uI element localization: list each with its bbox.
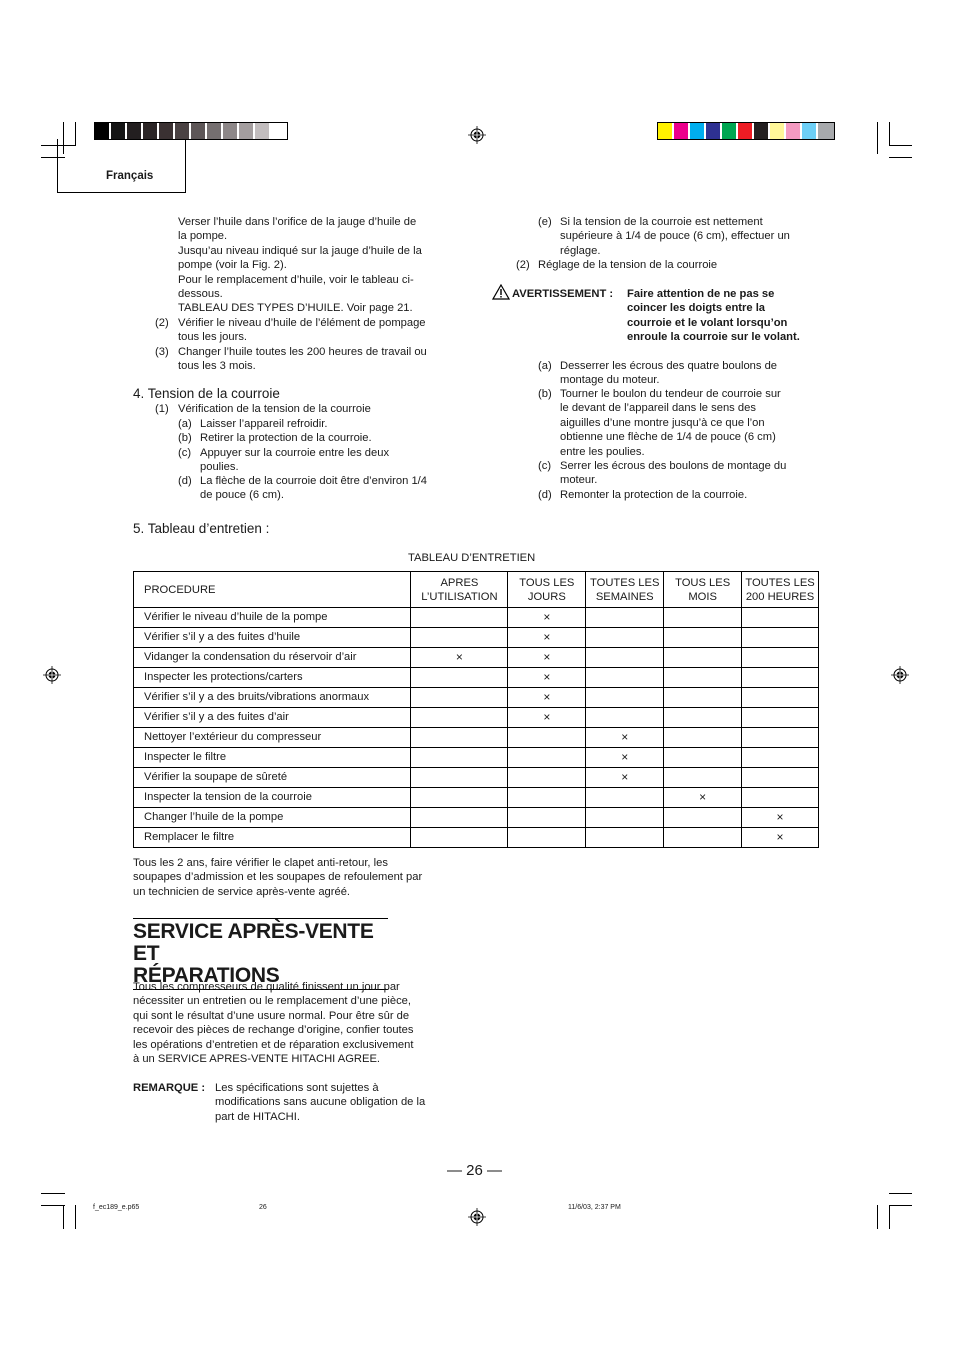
- frequency-cell: [664, 828, 742, 848]
- remark-label: REMARQUE :: [133, 1082, 206, 1094]
- task-cell: Vérifier s’il y a des fuites d’huile: [134, 628, 411, 648]
- text-line: Desserrer les écrous des quatre boulons de: [560, 360, 778, 372]
- print-date: 11/6/03, 2:37 PM: [568, 1204, 621, 1211]
- text-line: La flèche de la courroie doit être d’environ 1/4: [200, 475, 428, 487]
- frequency-cell: ×: [508, 648, 586, 668]
- item-letter: (b): [538, 388, 552, 400]
- crop-mark: [63, 1205, 64, 1229]
- text-line: Vérifier le niveau d’huile de l’élément de pompage: [178, 317, 426, 329]
- color-swatch: [690, 123, 706, 139]
- text-line: pompe (voir la Fig. 2).: [178, 259, 287, 272]
- table-row: [134, 628, 819, 648]
- text-line: modifications sans aucune obligation de la: [215, 1096, 426, 1109]
- oil-change-item: [178, 345, 427, 374]
- text-line: courroie et le volant lorsqu’on: [627, 316, 788, 329]
- text-line: montage du moteur.: [560, 374, 660, 387]
- frequency-cell: [742, 608, 819, 628]
- language-label: Français: [106, 170, 154, 182]
- step-text: [200, 446, 389, 475]
- item-number: (2): [155, 317, 169, 329]
- frequency-cell: [508, 788, 586, 808]
- task-cell: Vérifier s’il y a des bruits/vibrations anormaux: [134, 688, 411, 708]
- item-letter: (d): [538, 489, 552, 501]
- remark-text: [215, 1081, 425, 1124]
- text-line: réglage.: [560, 244, 601, 257]
- belt-adjust-item: Réglage de la tension de la courroie: [538, 259, 718, 271]
- step-text: [560, 215, 790, 258]
- table-row: [134, 648, 819, 668]
- text-line: poulies.: [200, 461, 239, 474]
- color-swatch: [271, 123, 287, 139]
- registration-mark-icon: [468, 1208, 486, 1226]
- frequency-cell: [742, 668, 819, 688]
- frequency-cell: [742, 728, 819, 748]
- frequency-cell: [411, 728, 508, 748]
- table-row: [134, 728, 819, 748]
- frequency-cell: [411, 748, 508, 768]
- frequency-cell: ×: [508, 608, 586, 628]
- task-cell: Vidanger la condensation du réservoir d’air: [134, 648, 411, 668]
- text-line: tous les 3 mois.: [178, 360, 256, 373]
- frequency-cell: [664, 688, 742, 708]
- frequency-cell: [411, 628, 508, 648]
- table-row: [134, 688, 819, 708]
- crop-mark: [889, 157, 912, 158]
- text-line: tous les jours.: [178, 331, 248, 344]
- check-valve-note: [133, 856, 422, 899]
- frequency-cell: [586, 788, 664, 808]
- table-header: TOUTES LES SEMAINES: [586, 572, 664, 608]
- text-line: Tous les compresseurs de qualité finissent un jour par: [133, 981, 400, 993]
- section-heading: 4. Tension de la courroie: [133, 386, 280, 401]
- crop-mark: [889, 145, 912, 146]
- warning-text: [627, 287, 800, 345]
- text-line: entre les poulies.: [560, 445, 645, 458]
- color-swatch: [802, 123, 818, 139]
- oil-fill-instructions: [178, 215, 422, 316]
- text-line: obtienne une flèche de 1/4 de pouce (6 cm): [560, 431, 776, 444]
- frequency-cell: [411, 708, 508, 728]
- frequency-cell: ×: [508, 708, 586, 728]
- task-cell: Inspecter le filtre: [134, 748, 411, 768]
- item-letter: (a): [538, 360, 552, 372]
- frequency-cell: ×: [411, 648, 508, 668]
- text-line: coincer les doigts entre la: [627, 302, 766, 315]
- frequency-cell: [508, 808, 586, 828]
- crop-mark: [41, 1205, 65, 1206]
- task-cell: Inspecter la tension de la courroie: [134, 788, 411, 808]
- frequency-cell: [411, 668, 508, 688]
- item-number: (1): [155, 403, 169, 415]
- table-header: PROCEDURE: [134, 572, 411, 608]
- text-line: moteur.: [560, 474, 598, 487]
- frequency-cell: [411, 828, 508, 848]
- step-text: [560, 459, 786, 488]
- crop-mark: [877, 1205, 878, 1229]
- warning-triangle-icon: [492, 284, 510, 300]
- task-cell: Remplacer le filtre: [134, 828, 411, 848]
- color-swatch: [722, 123, 738, 139]
- frequency-cell: [508, 748, 586, 768]
- language-tab: [57, 139, 186, 193]
- table-row: [134, 788, 819, 808]
- text-line: supérieure à 1/4 de pouce (6 cm), effectuer un: [560, 230, 790, 243]
- warning-label: AVERTISSEMENT :: [512, 288, 614, 300]
- text-line: TABLEAU DES TYPES D’HUILE. Voir page 21.: [178, 302, 413, 315]
- frequency-cell: [664, 708, 742, 728]
- frequency-cell: [664, 808, 742, 828]
- page-number: — 26 —: [447, 1162, 503, 1179]
- frequency-cell: [411, 808, 508, 828]
- frequency-cell: [664, 648, 742, 668]
- text-line: Pour le remplacement d’huile, voir le tableau ci-: [178, 273, 414, 286]
- color-swatch: [207, 123, 223, 139]
- service-paragraph: [133, 980, 413, 1066]
- color-swatch: [255, 123, 271, 139]
- frequency-cell: [742, 628, 819, 648]
- table-row: [134, 668, 819, 688]
- frequency-cell: ×: [586, 768, 664, 788]
- crop-mark: [75, 1205, 76, 1229]
- frequency-cell: ×: [586, 728, 664, 748]
- frequency-cell: [508, 828, 586, 848]
- frequency-cell: [664, 668, 742, 688]
- table-row: [134, 608, 819, 628]
- item-letter: (c): [538, 460, 552, 472]
- table-header-row: [134, 572, 819, 608]
- item-letter: (c): [178, 447, 192, 459]
- crop-mark: [41, 1193, 65, 1194]
- frequency-cell: [586, 708, 664, 728]
- text-line: nécessiter un entretien ou le remplacement d’une pièce,: [133, 995, 411, 1008]
- frequency-cell: ×: [508, 668, 586, 688]
- registration-mark-icon: [43, 666, 61, 684]
- text-line: aiguilles d’une montre jusqu’à ce que l’on: [560, 416, 765, 429]
- color-swatch: [175, 123, 191, 139]
- text-line: qui sont le résultat d’une usure normal. Pour être sûr de: [133, 1009, 410, 1022]
- frequency-cell: [586, 668, 664, 688]
- maintenance-table: [133, 571, 819, 848]
- color-swatch: [658, 123, 674, 139]
- frequency-cell: ×: [508, 628, 586, 648]
- item-letter: (a): [178, 418, 192, 430]
- color-swatch: [159, 123, 175, 139]
- text-line: les opérations d’entretien et de réparation exclusivement: [133, 1038, 414, 1051]
- text-line: un technicien de service après-vente agréé.: [133, 885, 351, 898]
- color-swatch: [95, 123, 111, 139]
- text-line: recevoir des pièces de rechange d’origine, confier toutes: [133, 1024, 414, 1037]
- step-text: Laisser l’appareil refroidir.: [200, 418, 328, 430]
- text-line: Faire attention de ne pas se: [627, 288, 775, 300]
- frequency-cell: [586, 648, 664, 668]
- frequency-cell: [586, 808, 664, 828]
- task-cell: Vérifier s’il y a des fuites d’air: [134, 708, 411, 728]
- table-header: TOUTES LES 200 HEURES: [742, 572, 819, 608]
- color-swatch: [770, 123, 786, 139]
- frequency-cell: [664, 608, 742, 628]
- color-swatch: [674, 123, 690, 139]
- text-line: enroule la courroie sur le volant.: [627, 331, 800, 344]
- color-swatch: [143, 123, 159, 139]
- cmyk-color-bar: [657, 122, 835, 140]
- table-row: [134, 768, 819, 788]
- color-swatch: [786, 123, 802, 139]
- text-line: à un SERVICE APRES-VENTE HITACHI AGREE.: [133, 1053, 381, 1066]
- crop-mark: [889, 1205, 912, 1206]
- file-name: f_ec189_e.p65: [93, 1204, 140, 1211]
- frequency-cell: [586, 608, 664, 628]
- color-swatch: [239, 123, 255, 139]
- text-line: Changer l’huile toutes les 200 heures de travail ou: [178, 346, 427, 358]
- grayscale-color-bar: [94, 122, 288, 140]
- frequency-cell: [586, 688, 664, 708]
- frequency-cell: [742, 748, 819, 768]
- registration-mark-icon: [468, 126, 486, 144]
- color-swatch: [191, 123, 207, 139]
- frequency-cell: [664, 748, 742, 768]
- frequency-cell: [411, 608, 508, 628]
- color-swatch: [111, 123, 127, 139]
- task-cell: Nettoyer l’extérieur du compresseur: [134, 728, 411, 748]
- frequency-cell: [411, 688, 508, 708]
- footer-page: 26: [259, 1204, 267, 1211]
- belt-check-item: Vérification de la tension de la courroie: [178, 403, 371, 415]
- text-line: le devant de l’appareil dans le sens des: [560, 402, 756, 415]
- item-number: (2): [516, 259, 530, 271]
- text-line: RÉPARATIONS: [133, 964, 280, 987]
- step-text: [560, 359, 777, 388]
- crop-mark: [877, 122, 878, 154]
- table-header: TOUS LES JOURS: [508, 572, 586, 608]
- color-swatch: [738, 123, 754, 139]
- task-cell: Vérifier la soupape de sûreté: [134, 768, 411, 788]
- table-row: [134, 828, 819, 848]
- item-letter: (e): [538, 216, 552, 228]
- crop-mark: [889, 1193, 912, 1194]
- crop-mark: [889, 1205, 890, 1229]
- frequency-cell: [742, 688, 819, 708]
- text-line: Si la tension de la courroie est nettement: [560, 216, 763, 228]
- task-cell: Inspecter les protections/carters: [134, 668, 411, 688]
- frequency-cell: ×: [742, 828, 819, 848]
- frequency-cell: [411, 788, 508, 808]
- text-line: Les spécifications sont sujettes à: [215, 1082, 379, 1094]
- item-letter: (b): [178, 432, 192, 444]
- color-swatch: [223, 123, 239, 139]
- frequency-cell: [664, 628, 742, 648]
- table-caption: TABLEAU D’ENTRETIEN: [408, 552, 536, 564]
- step-text: [560, 387, 781, 459]
- text-line: SERVICE APRÈS-VENTE ET: [133, 920, 374, 965]
- frequency-cell: [742, 788, 819, 808]
- item-letter: (d): [178, 475, 192, 487]
- frequency-cell: [664, 728, 742, 748]
- text-line: Tourner le boulon du tendeur de courroie sur: [560, 388, 781, 400]
- frequency-cell: [742, 708, 819, 728]
- step-text: Remonter la protection de la courroie.: [560, 489, 748, 501]
- text-line: dessous.: [178, 288, 223, 301]
- item-number: (3): [155, 346, 169, 358]
- table-header: TOUS LES MOIS: [664, 572, 742, 608]
- text-line: Serrer les écrous des boulons de montage du: [560, 460, 787, 472]
- table-row: [134, 748, 819, 768]
- registration-mark-icon: [891, 666, 909, 684]
- section-heading: 5. Tableau d’entretien :: [133, 521, 270, 536]
- text-line: part de HITACHI.: [215, 1110, 300, 1123]
- frequency-cell: ×: [508, 688, 586, 708]
- frequency-cell: [586, 828, 664, 848]
- step-text: Retirer la protection de la courroie.: [200, 432, 372, 444]
- text-line: la pompe.: [178, 230, 228, 243]
- color-swatch: [818, 123, 834, 139]
- task-cell: Changer l’huile de la pompe: [134, 808, 411, 828]
- text-line: Appuyer sur la courroie entre les deux: [200, 447, 390, 459]
- crop-mark: [889, 122, 890, 146]
- frequency-cell: [586, 628, 664, 648]
- task-cell: Vérifier le niveau d’huile de la pompe: [134, 608, 411, 628]
- text-line: de pouce (6 cm).: [200, 489, 284, 502]
- frequency-cell: [742, 648, 819, 668]
- color-swatch: [127, 123, 143, 139]
- table-header: APRES L’UTILISATION: [411, 572, 508, 608]
- color-swatch: [706, 123, 722, 139]
- text-line: soupapes d’admission et les soupapes de refoulement par: [133, 871, 423, 884]
- frequency-cell: ×: [664, 788, 742, 808]
- oil-check-item: [178, 316, 426, 345]
- text-line: Jusqu’au niveau indiqué sur la jauge d’huile de la: [178, 244, 422, 257]
- color-swatch: [754, 123, 770, 139]
- frequency-cell: [508, 768, 586, 788]
- text-line: Tous les 2 ans, faire vérifier le clapet anti-retour, les: [133, 857, 388, 869]
- frequency-cell: ×: [742, 808, 819, 828]
- text-line: Verser l’huile dans l’orifice de la jauge d’huile de: [178, 216, 417, 228]
- table-row: [134, 708, 819, 728]
- frequency-cell: [411, 768, 508, 788]
- table-row: [134, 808, 819, 828]
- step-text: [200, 474, 427, 503]
- frequency-cell: [664, 768, 742, 788]
- frequency-cell: ×: [586, 748, 664, 768]
- frequency-cell: [508, 728, 586, 748]
- frequency-cell: [742, 768, 819, 788]
